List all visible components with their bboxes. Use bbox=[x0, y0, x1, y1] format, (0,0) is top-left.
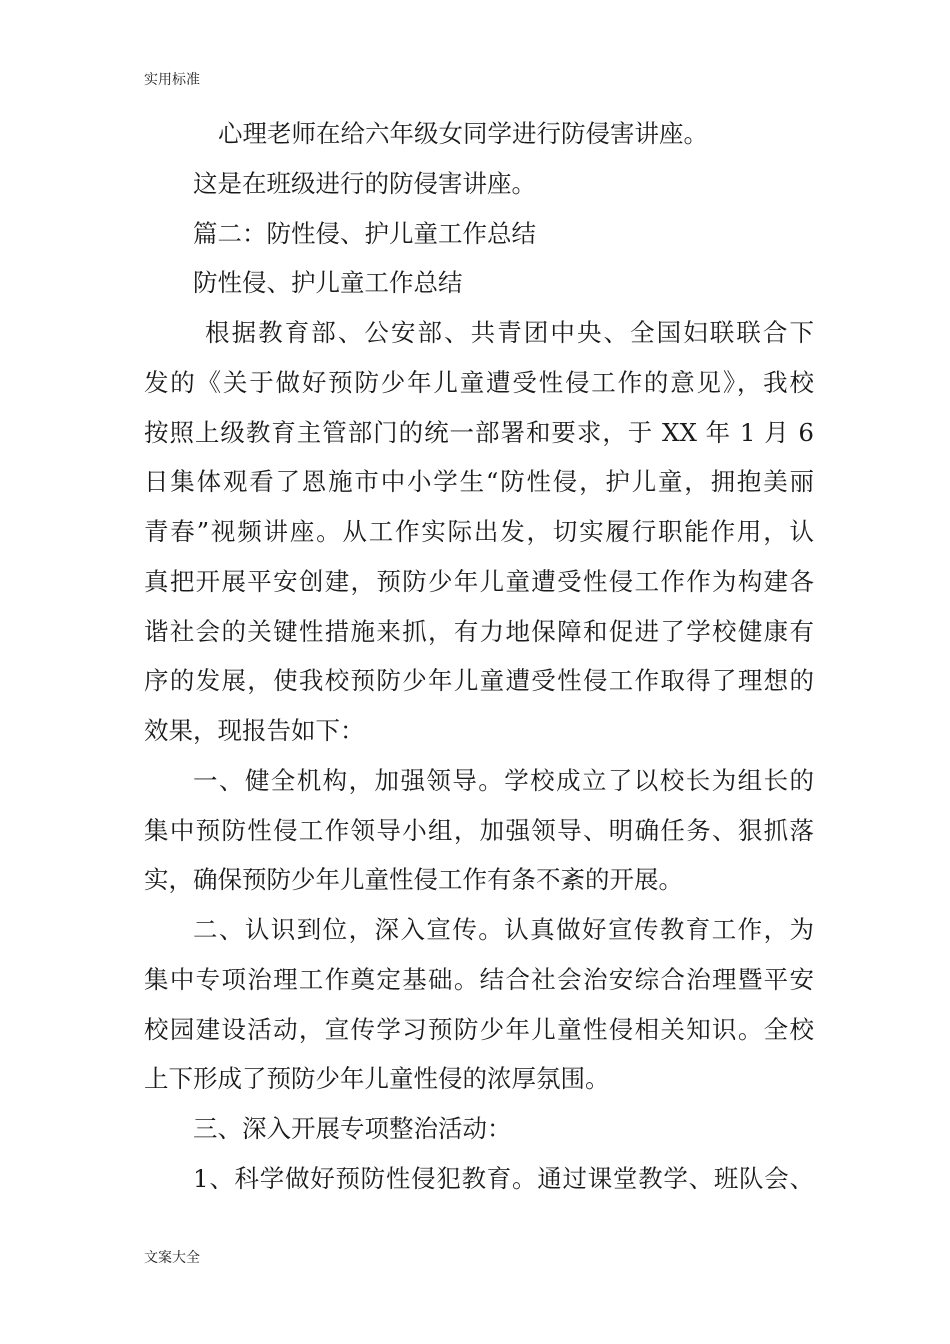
text-line: 实，确保预防少年儿童性侵工作有条不紊的开展。 bbox=[144, 865, 683, 894]
page-footer: 文案大全 bbox=[144, 1250, 200, 1266]
text-line: 效果，现报告如下： bbox=[144, 716, 365, 745]
section-heading: 篇二：防性侵、护儿童工作总结 bbox=[193, 219, 536, 248]
text-line: 真把开展平安创建，预防少年儿童遭受性侵工作作为构建各 bbox=[144, 567, 814, 596]
text-line: 发的《关于做好预防少年儿童遭受性侵工作的意见》，我校 bbox=[144, 368, 814, 397]
text-line: 上下形成了预防少年儿童性侵的浓厚氛围。 bbox=[144, 1064, 610, 1093]
section-subheading: 防性侵、护儿童工作总结 bbox=[193, 268, 463, 297]
page-header: 实用标准 bbox=[144, 72, 200, 88]
text-line: 序的发展，使我校预防少年儿童遭受性侵工作取得了理想的 bbox=[144, 666, 814, 695]
text-line: 集中专项治理工作奠定基础。结合社会治安综合治理暨平安 bbox=[144, 965, 814, 994]
text-line: 心理老师在给六年级女同学进行防侵害讲座。 bbox=[218, 119, 708, 148]
text-line: 二、认识到位，深入宣传。认真做好宣传教育工作，为 bbox=[193, 915, 814, 944]
text-line: 青春”视频讲座。从工作实际出发，切实履行职能作用，认 bbox=[144, 517, 814, 546]
text-line: 一、健全机构，加强领导。学校成立了以校长为组长的 bbox=[193, 766, 814, 795]
text-line: 日集体观看了恩施市中小学生“防性侵，护儿童，拥抱美丽 bbox=[144, 467, 814, 496]
text-line: 集中预防性侵工作领导小组，加强领导、明确任务、狠抓落 bbox=[144, 816, 814, 845]
text-line: 按照上级教育主管部门的统一部署和要求，于 XX 年 1 月 6 bbox=[144, 418, 814, 447]
text-line: 校园建设活动，宣传学习预防少年儿童性侵相关知识。全校 bbox=[144, 1015, 814, 1044]
text-line: 这是在班级进行的防侵害讲座。 bbox=[193, 169, 536, 198]
text-line: 1、科学做好预防性侵犯教育。通过课堂教学、班队会、 bbox=[193, 1164, 814, 1193]
text-line: 根据教育部、公安部、共青团中央、全国妇联联合下 bbox=[205, 318, 814, 347]
text-line: 三、深入开展专项整治活动： bbox=[193, 1114, 512, 1143]
text-line: 谐社会的关键性措施来抓，有力地保障和促进了学校健康有 bbox=[144, 617, 814, 646]
